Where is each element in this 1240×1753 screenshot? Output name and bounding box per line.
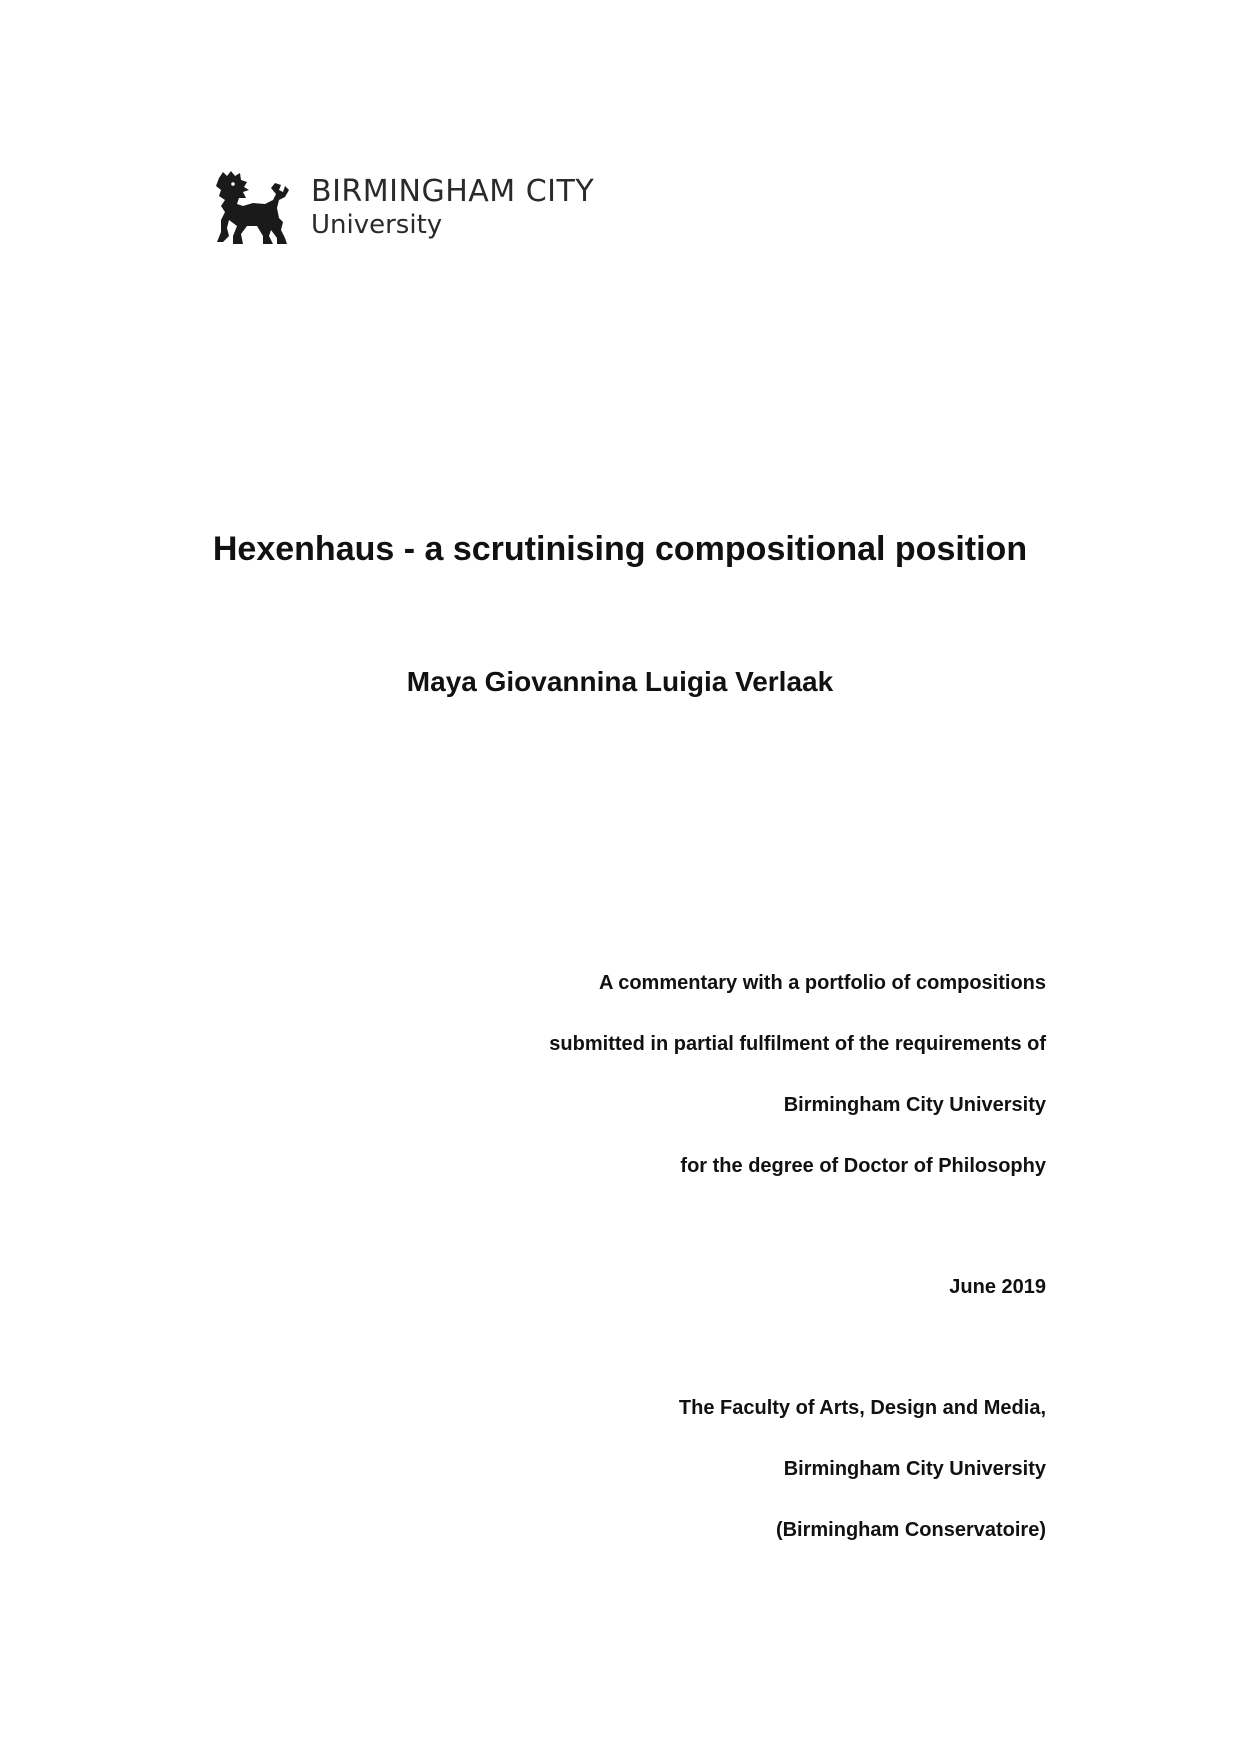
submission-line-2: submitted in partial fulfilment of the requirements of — [549, 1033, 1046, 1055]
logo-wordmark-line2: University — [311, 210, 443, 240]
logo-wordmark-line1: BIRMINGHAM CITY — [311, 174, 595, 209]
lion-crest-icon — [213, 170, 293, 246]
submission-line-3: Birmingham City University — [783, 1094, 1046, 1116]
author-name: Maya Giovannina Luigia Verlaak — [406, 666, 834, 697]
submission-line-4: for the degree of Doctor of Philosophy — [680, 1155, 1046, 1177]
submission-date: June 2019 — [949, 1276, 1046, 1298]
institution-line-2: Birmingham City University — [783, 1458, 1046, 1480]
institution-line-1: The Faculty of Arts, Design and Media, — [678, 1397, 1046, 1419]
thesis-title: Hexenhaus - a scrutinising compositional position — [212, 530, 1028, 568]
university-logo — [213, 170, 613, 250]
submission-line-1: A commentary with a portfolio of compositions — [598, 972, 1046, 994]
institution-line-3: (Birmingham Conservatoire) — [775, 1519, 1046, 1541]
